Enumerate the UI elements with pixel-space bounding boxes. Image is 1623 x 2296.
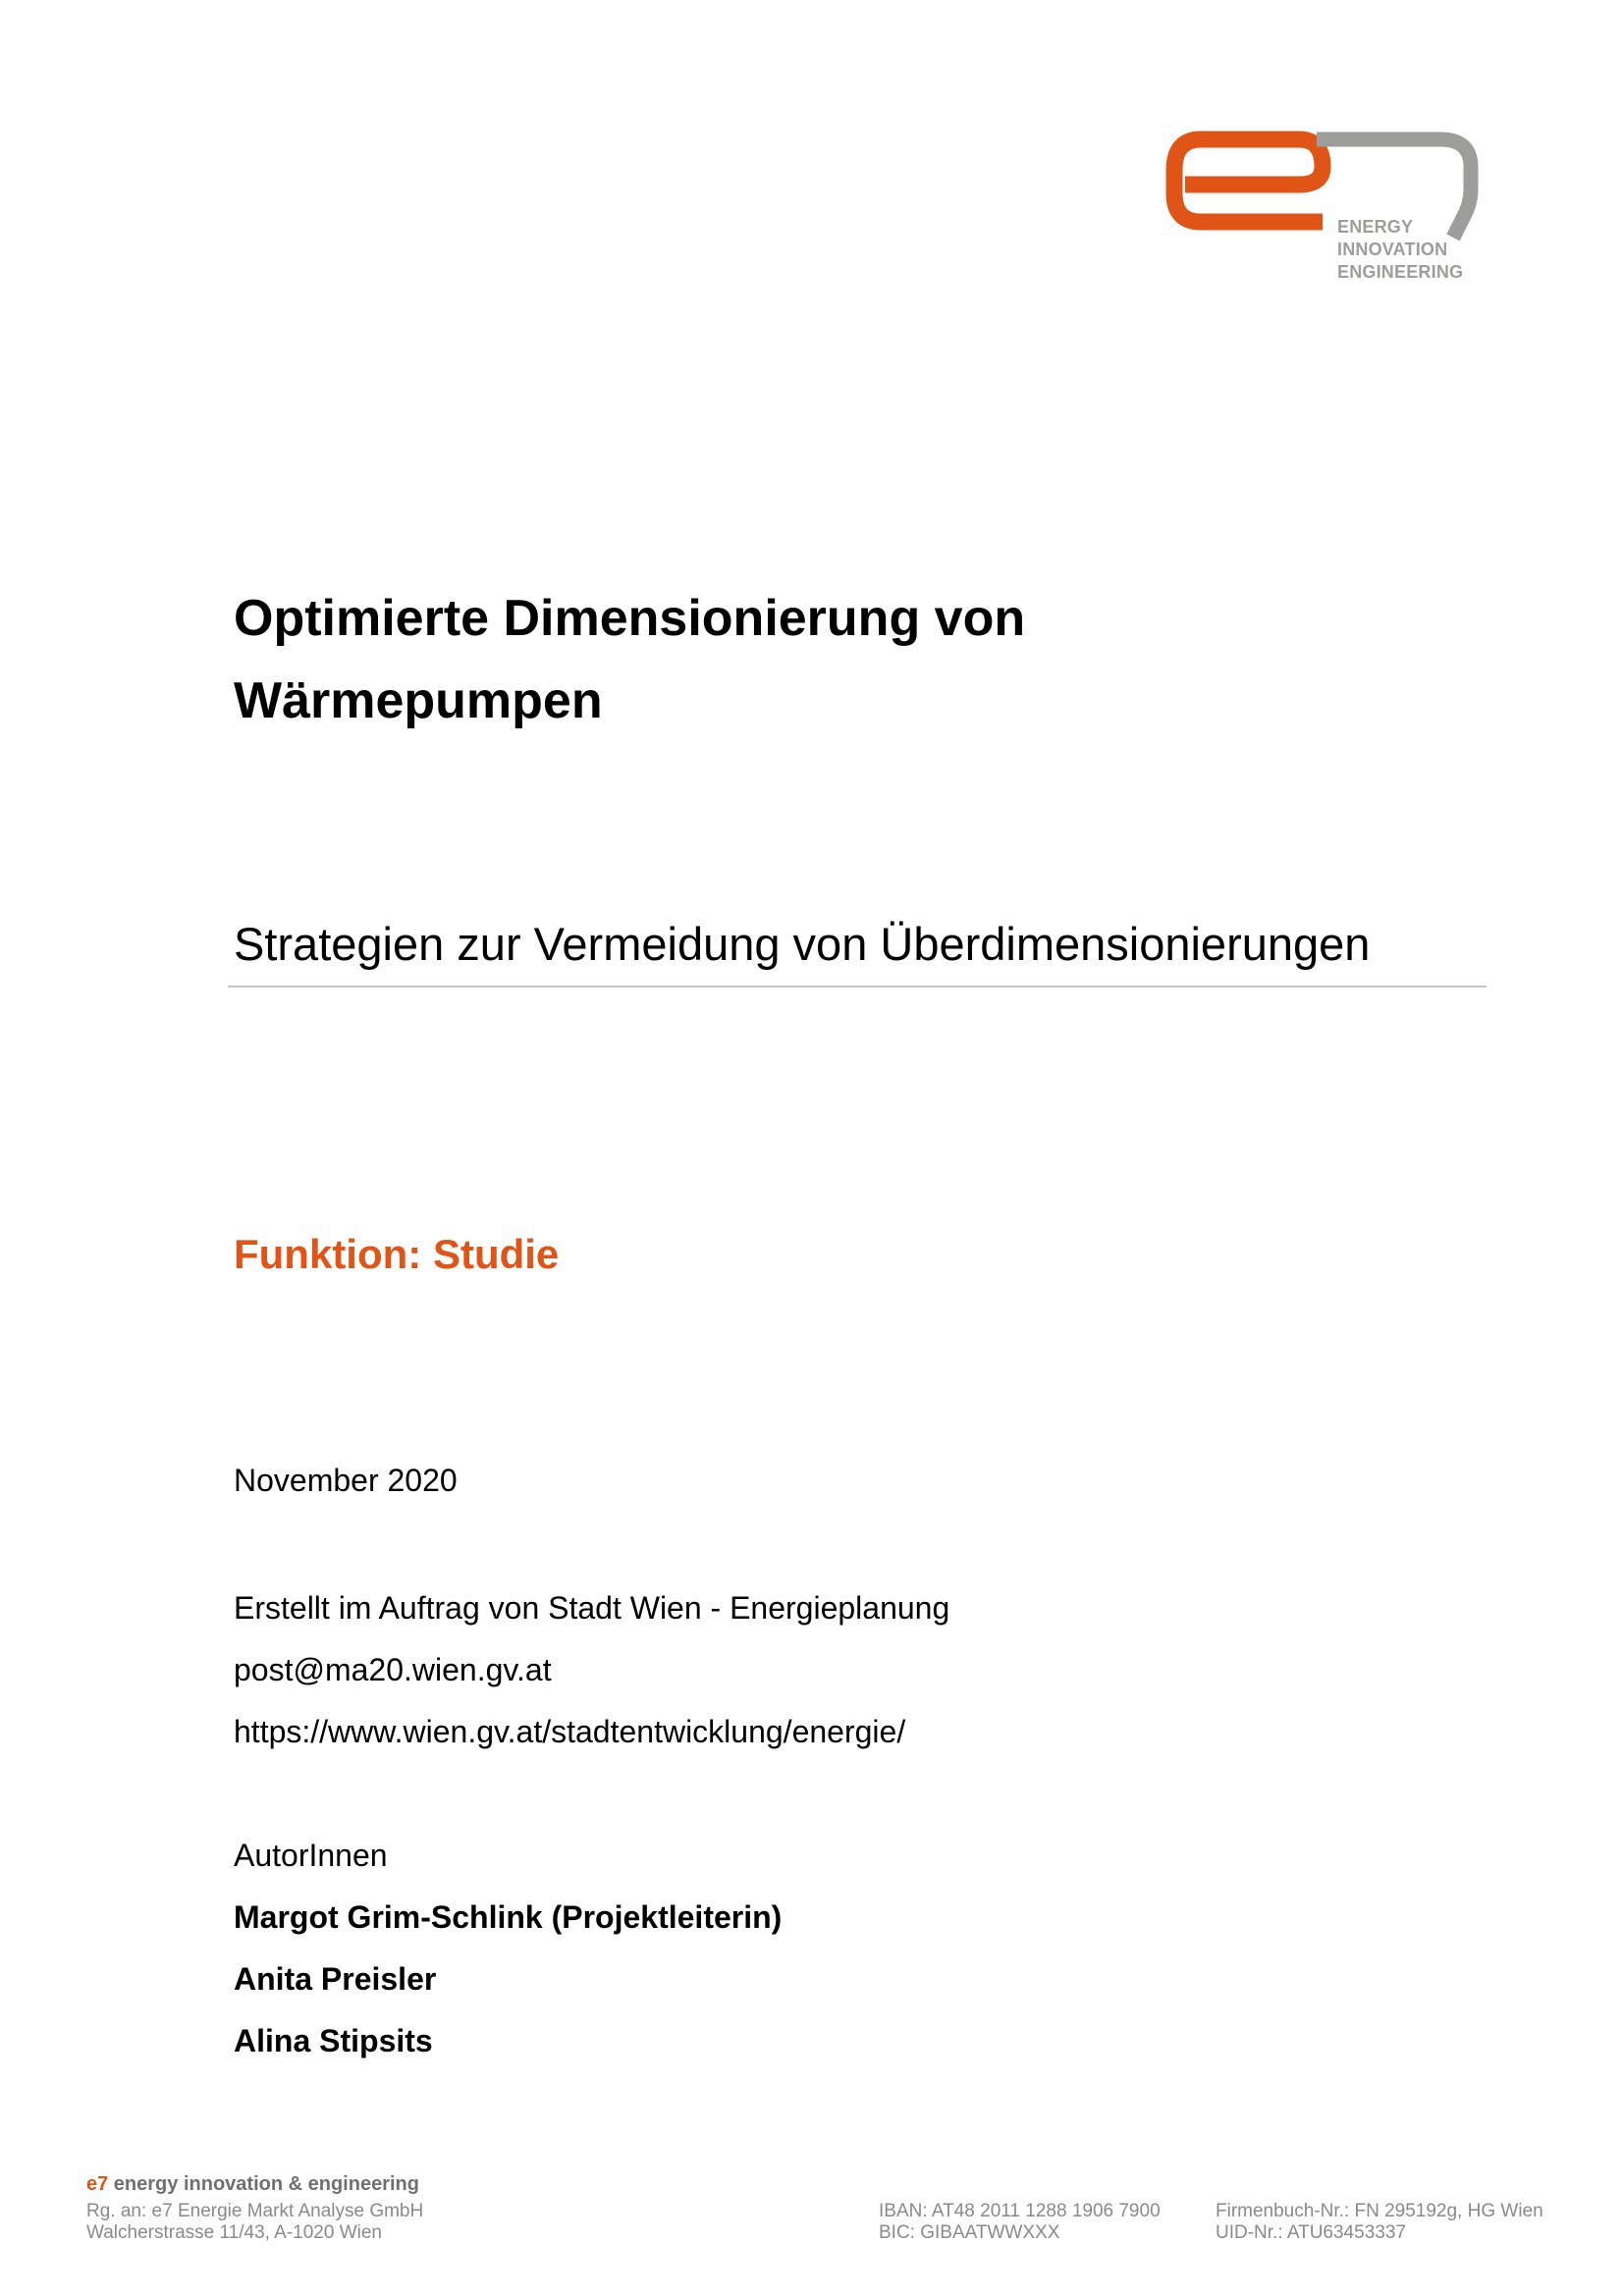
document-title-line-1: Optimierte Dimensionierung von	[234, 590, 1026, 647]
footer-iban: IBAN: AT48 2011 1288 1906 7900	[879, 2201, 1161, 2221]
footer-address-line-1: Rg. an: e7 Energie Markt Analyse GmbH	[86, 2201, 424, 2221]
author-name: Anita Preisler	[234, 1961, 437, 1997]
author-name: Margot Grim-Schlink (Projektleiterin)	[234, 1899, 783, 1935]
client-url: https://www.wien.gv.at/stadtentwicklung/energie/	[234, 1714, 906, 1749]
client-line: Erstellt im Auftrag von Stadt Wien - Energieplanung	[234, 1590, 950, 1626]
document-title	[234, 577, 1451, 742]
e7-logo	[1163, 128, 1488, 290]
footer-address-line-2: Walcherstrasse 11/43, A-1020 Wien	[86, 2222, 382, 2243]
logo-text-innovation: INNOVATION	[1337, 240, 1448, 259]
footer-brand	[86, 2171, 419, 2197]
logo-text-engineering: ENGINEERING	[1337, 262, 1464, 282]
logo-text-energy: ENERGY	[1337, 217, 1414, 237]
authors-heading: AutorInnen	[234, 1838, 388, 1873]
footer-brand-rest: energy innovation & engineering	[108, 2173, 419, 2195]
footer-uid: UID-Nr.: ATU63453337	[1216, 2222, 1406, 2243]
footer-brand-prefix: e7	[86, 2173, 109, 2195]
document-subtitle: Strategien zur Vermeidung von Überdimensionierungen	[228, 915, 1487, 988]
logo-e-shape	[1174, 139, 1323, 222]
footer-bic: BIC: GIBAATWWXXX	[879, 2222, 1060, 2243]
document-title-line-2: Wärmepumpen	[234, 672, 603, 729]
document-date: November 2020	[234, 1463, 458, 1498]
author-name: Alina Stipsits	[234, 2023, 433, 2058]
footer-register: Firmenbuch-Nr.: FN 295192g, HG Wien	[1216, 2201, 1543, 2221]
client-email: post@ma20.wien.gv.at	[234, 1652, 552, 1687]
document-function: Funktion: Studie	[234, 1231, 560, 1277]
